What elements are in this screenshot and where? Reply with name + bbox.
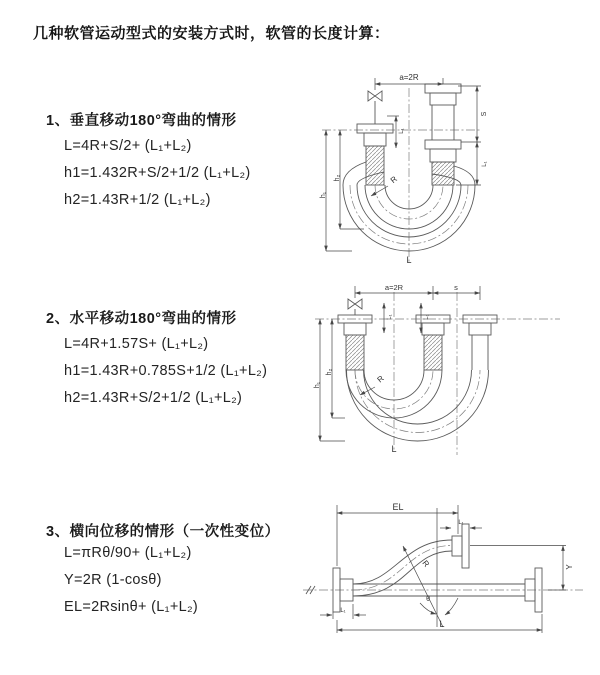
- dim-label-s: s: [454, 283, 458, 292]
- dim-label-length: L: [406, 255, 412, 265]
- formula-line: h1=1.432R+S/2+1/2 (L₁+L₂): [64, 165, 251, 181]
- dim-label-theta: θ: [426, 596, 430, 603]
- braided-hose-section: [366, 146, 384, 185]
- section-3-heading: 3、横向位移的情形（一次性变位）: [46, 524, 280, 540]
- formula-line: L=πRθ/90+ (L₁+L₂): [64, 545, 192, 561]
- formula-line: EL=2Rsinθ+ (L₁+L₂): [64, 599, 199, 615]
- dim-label-length: L: [391, 444, 397, 454]
- section-1-formulas: [64, 133, 251, 214]
- page-title: 几种软管运动型式的安装方式时，软管的长度计算：: [33, 25, 390, 42]
- section-2-formulas: [64, 331, 267, 412]
- formula-line: L=4R+S/2+ (L₁+L₂): [64, 138, 192, 154]
- formula-line: h2=1.43R+1/2 (L₁+L₂): [64, 192, 211, 208]
- dim-label-h2: h₂: [326, 368, 333, 376]
- dim-label-h1: h₁: [320, 191, 327, 199]
- dim-label-l1: L₁: [387, 314, 393, 320]
- diagram-horizontal-180-bend: [300, 278, 600, 465]
- right-pipe-fitting: [463, 315, 497, 370]
- dim-label-s: S: [481, 111, 488, 117]
- dim-label-radius: R: [375, 373, 386, 385]
- valve-icon: [348, 299, 362, 309]
- formula-line: h2=1.43R+S/2+1/2 (L₁+L₂): [64, 390, 243, 406]
- upper-flange: [452, 524, 469, 568]
- dim-label-l1: L₁: [458, 520, 464, 526]
- section-1-heading: 1、垂直移动180°弯曲的情形: [46, 113, 237, 129]
- dim-label-y: Y: [565, 564, 574, 570]
- valve-icon: [368, 91, 382, 101]
- dim-label-el: EL: [392, 502, 404, 512]
- diagram-vertical-180-bend: [300, 70, 600, 270]
- braided-hose-section: [346, 335, 364, 370]
- right-pipe-fitting: [425, 84, 461, 185]
- dim-label-h1: h₁: [314, 381, 321, 389]
- dim-label-l1: L₁: [340, 608, 346, 614]
- dim-label-span: a=2R: [399, 73, 419, 82]
- dim-label-l1: L₁: [399, 128, 405, 134]
- dim-label-l1: L₁: [482, 161, 488, 167]
- diagram-lateral-displacement: [295, 498, 600, 655]
- dim-label-h2: h₂: [334, 174, 341, 182]
- dim-label-radius: R: [388, 174, 399, 186]
- section-3-formulas: [64, 540, 198, 621]
- formula-line: h1=1.43R+0.785S+1/2 (L₁+L₂): [64, 363, 268, 379]
- dim-label-radius: R: [420, 558, 432, 569]
- dim-label-l1: L₁: [424, 314, 430, 320]
- section-2-heading: 2、水平移动180°弯曲的情形: [46, 311, 237, 327]
- braided-hose-section: [432, 162, 454, 185]
- left-pipe-fitting: [357, 91, 393, 185]
- formula-line: L=4R+1.57S+ (L₁+L₂): [64, 336, 209, 352]
- hose-u-bend-displaced: [347, 370, 489, 441]
- braided-hose-section: [424, 335, 442, 370]
- formula-line: Y=2R (1-cosθ): [64, 572, 162, 588]
- left-pipe-fitting: [338, 315, 372, 370]
- dim-label-length: L: [439, 619, 445, 629]
- dim-label-span: a=2R: [384, 283, 404, 292]
